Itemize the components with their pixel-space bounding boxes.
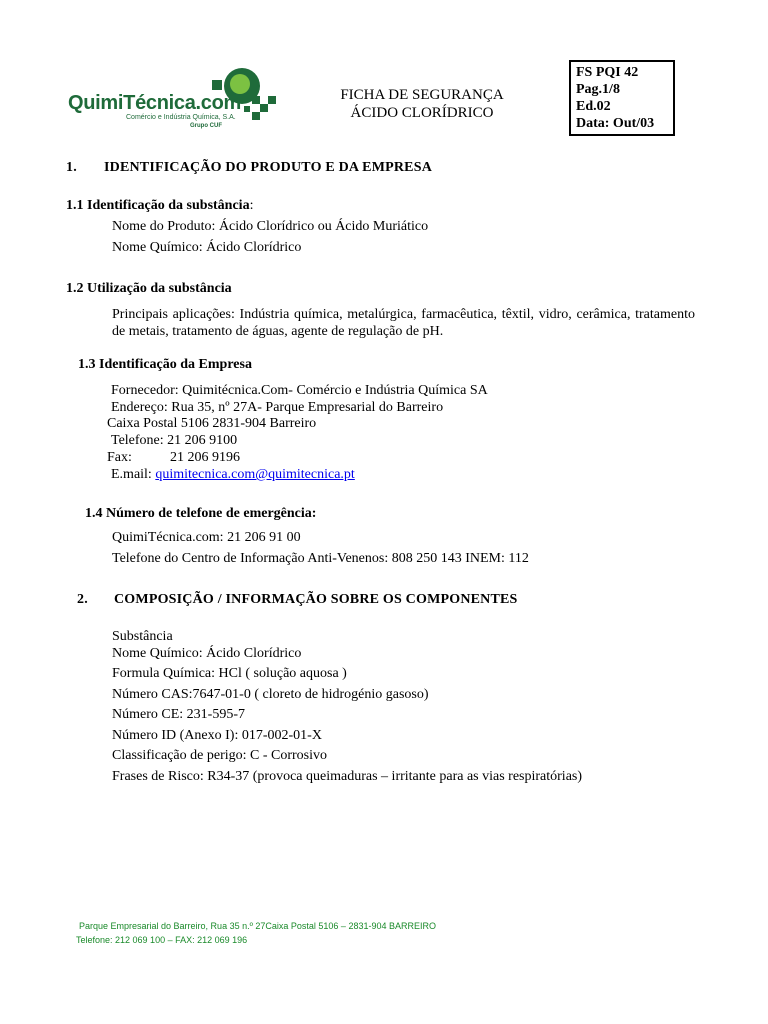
logo-group: Grupo CUF xyxy=(190,123,222,129)
address-line: Endereço: Rua 35, nº 27A- Parque Empresarial do Barreiro xyxy=(111,400,444,415)
section-2-line: Nome Químico: Ácido Clorídrico xyxy=(112,646,302,661)
fax-label: Fax: xyxy=(107,450,132,465)
section-2-line: Número CE: 231-595-7 xyxy=(112,707,245,722)
section-2-line: Classificação de perigo: C - Corrosivo xyxy=(112,748,328,763)
section-2-line: Substância xyxy=(112,629,173,644)
emergency-line-1: QuimiTécnica.com: 21 206 91 00 xyxy=(112,530,301,545)
doc-code: FS PQI 42 xyxy=(576,65,639,80)
section-1-title: IDENTIFICAÇÃO DO PRODUTO E DA EMPRESA xyxy=(104,160,433,175)
logo-tagline: Comércio e Indústria Química, S.A. xyxy=(126,114,236,121)
product-name-line: Nome do Produto: Ácido Clorídrico ou Ácido Muriático xyxy=(112,219,429,234)
subsection-1-1-heading-text: 1.1 Identificação da substância xyxy=(66,198,250,213)
section-1-number: 1. xyxy=(66,160,77,175)
email-label: E.mail: xyxy=(111,467,152,482)
chemical-name-line: Nome Químico: Ácido Clorídrico xyxy=(112,240,302,255)
doc-page: Pag.1/8 xyxy=(576,82,620,97)
email-line xyxy=(111,467,355,483)
subsection-1-3-heading: 1.3 Identificação da Empresa xyxy=(78,357,252,372)
subsection-1-4-heading: 1.4 Número de telefone de emergência: xyxy=(85,506,317,521)
document-info-box xyxy=(569,60,675,136)
emergency-line-2: Telefone do Centro de Informação Anti-Venenos: 808 250 143 INEM: 112 xyxy=(112,551,529,566)
title-line-1: FICHA DE SEGURANÇA xyxy=(340,87,504,103)
document-title xyxy=(312,86,532,122)
fax-value: 21 206 9196 xyxy=(170,450,240,465)
section-2-title: COMPOSIÇÃO / INFORMAÇÃO SOBRE OS COMPONENTES xyxy=(114,592,518,607)
doc-edition: Ed.02 xyxy=(576,99,611,114)
po-box-line: Caixa Postal 5106 2831-904 Barreiro xyxy=(107,416,317,431)
section-2-number: 2. xyxy=(77,592,88,607)
section-2-line: Número CAS:7647-01-0 ( cloreto de hidrogénio gasoso) xyxy=(112,687,429,702)
section-2-line: Número ID (Anexo I): 017-002-01-X xyxy=(112,728,322,743)
title-line-2: ÁCIDO CLORÍDRICO xyxy=(350,105,494,121)
footer-address: Parque Empresarial do Barreiro, Rua 35 n.º 27Caixa Postal 5106 – 2831-904 BARREIRO xyxy=(79,921,436,931)
logo-brand-text: QuimiTécnica.com xyxy=(68,92,242,114)
supplier-line: Fornecedor: Quimitécnica.Com- Comércio e Indústria Química SA xyxy=(111,383,488,398)
subsection-1-1-colon: : xyxy=(249,198,254,213)
section-2-line: Formula Química: HCl ( solução aquosa ) xyxy=(112,666,347,681)
section-2-line: Frases de Risco: R34-37 (provoca queimaduras – irritante para as vias respiratórias) xyxy=(112,769,583,784)
applications-paragraph: Principais aplicações: Indústria química, metalúrgica, farmacêutica, têxtil, vidro, cerâmica, tratamento de metais, tratamento de águas, agente de regulação de pH. xyxy=(112,307,695,339)
email-link[interactable]: quimitecnica.com@quimitecnica.pt xyxy=(155,467,355,482)
phone-line: Telefone: 21 206 9100 xyxy=(111,433,238,448)
doc-date: Data: Out/03 xyxy=(576,116,655,131)
footer-contacts: Telefone: 212 069 100 – FAX: 212 069 196 xyxy=(76,935,248,945)
subsection-1-1-heading xyxy=(66,198,253,214)
company-logo xyxy=(66,64,286,136)
subsection-1-2-heading: 1.2 Utilização da substância xyxy=(66,281,232,296)
